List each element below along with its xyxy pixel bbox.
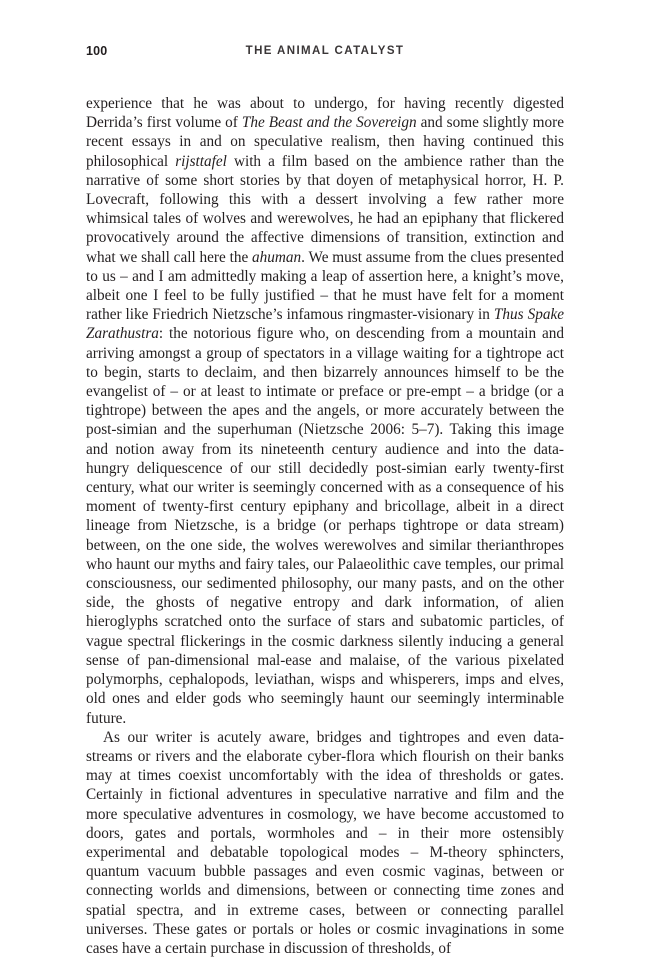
book-title-italic: The Beast and the Sovereign <box>241 114 417 132</box>
text-run: As our writer is acutely aware, bridges and tightropes and even data-streams or rivers and the elaborate cyber-flora which flourish on their banks may at times coexist uncomfortably with the idea of thresholds or gates. Certainly in fictional adventures in speculative narrative and film and the more speculative adventures in cosmology, we have become accustomed to doors, gates and portals, wormholes and – in their more ostensibly experimental and debatable topological modes – M-theory sphincters, quantum vacuum bubble passages and even cosmic vaginas, between or connecting worlds and dimensions, between or connecting time zones and spatial spectra, and in extreme cases, between or connecting parallel universes. These gates or portals or holes or cosmic invaginations in some cases have a certain purchase in discussion of thresholds, of <box>86 728 564 957</box>
italic-term: rijsttafel <box>175 152 227 170</box>
text-run: : the notorious figure who, on descending from a mountain and arriving amongst a group of spectators in a village waiting for a tightrope act to begin, starts to declaim, and then bizarrely announces himself to be the evangelist of – or at least to intimate or preface or pre-empt – a bridge (or a tightrope) between the apes and the angels, or more accurately between the post-simian and the superhuman (Nietzsche 2006: 5–7). Taking this image and notion away from its nineteenth century audience and into the data-hungry deliquescence of our still decidedly post-simian early twenty-first century, what our writer is seemingly concerned with as a consequence of his moment of twenty-first century epiphany and bricollage, albeit in a direct lineage from Nietzsche, is a bridge (or perhaps tightrope or data stream) between, on the one side, the wolves werewolves and similar therianthropes who haunt our myths and fairy tales, our Palaeolithic cave temples, our primal consciousness, our sedimented philosophy, our many pasts, and on the other side, the ghosts of negative entropy and dark information, of alien hieroglyphs scratched onto the surface of stars and subatomic particles, of vague spectral flickerings in the cosmic darkness silently inducing a general sense of pan-dimensional mal-ease and malaise, of the various pixelated polymorphs, cephalopods, leviathan, wisps and whisperers, imps and elves, old ones and elder gods who seemingly haunt our seemingly interminable future. <box>86 325 564 727</box>
page-number: 100 <box>86 44 108 58</box>
paragraph-1 <box>86 94 564 728</box>
text-run: with a film based on the ambience rather than the narrative of some short stories by that doyen of metaphysical horror, H. P. Lovecraft, following this with a dessert involving a few rather more whimsical tales of wolves and werewolves, he had an epiphany that flickered provocatively around the affective dimensions of transition, extinction and what we shall call here the <box>86 152 565 266</box>
book-title-italic: Thus Spake Zarathustra <box>86 306 564 343</box>
paragraph-2 <box>86 728 564 958</box>
italic-term: ahuman <box>252 248 302 266</box>
text-run: . We must assume from the clues presented to us – and I am admittedly making a leap of assertion here, a knight’s move, albeit one I feel to be fully justified – that he must have felt for a moment rather like Friedrich Nietzsche’s infamous ringmaster-visionary in <box>86 248 564 324</box>
text-run: and some slightly more recent essays in and on speculative realism, then having continued this philosophical <box>86 114 564 170</box>
body-text <box>86 94 564 958</box>
running-head: THE ANIMAL CATALYST <box>245 45 405 57</box>
page-header <box>86 44 564 64</box>
text-run: experience that he was about to undergo, for having recently digested Derrida’s first volume of <box>86 95 564 132</box>
